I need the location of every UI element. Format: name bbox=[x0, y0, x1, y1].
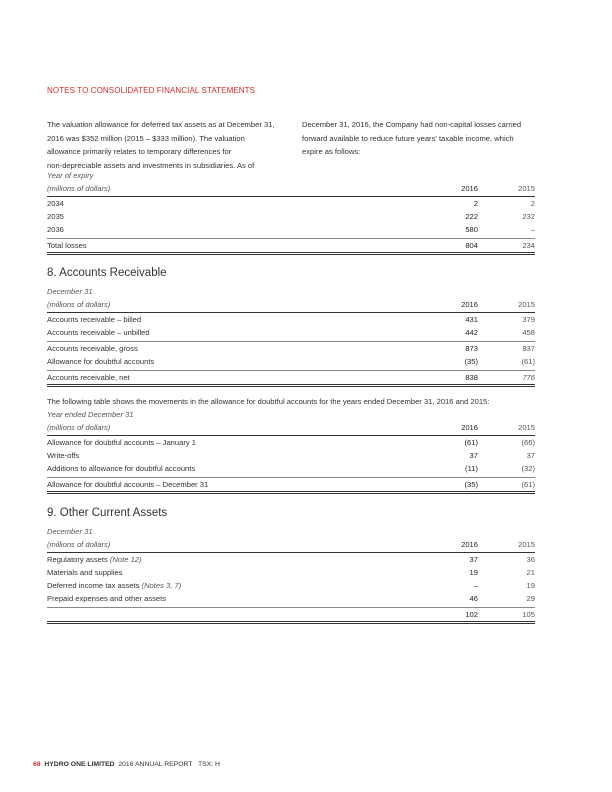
row-value-2015: 234 bbox=[522, 241, 535, 250]
table-row bbox=[47, 210, 535, 223]
total-row bbox=[47, 371, 535, 384]
row-value-2016: 580 bbox=[465, 225, 478, 234]
row-value-2015: 37 bbox=[526, 451, 535, 460]
row-value-2016: 442 bbox=[465, 328, 478, 337]
ticker: TSX: H bbox=[197, 761, 220, 768]
col-2015: 2015 bbox=[518, 300, 535, 309]
col-2015: 2015 bbox=[518, 184, 535, 193]
col-2015: 2015 bbox=[518, 423, 535, 432]
row-value-2016: 46 bbox=[469, 594, 478, 603]
movement-paragraph: The following table shows the movements in the allowance for doubtful accounts for the years ended December 31, 2016 and 2015: bbox=[47, 397, 490, 406]
row-label: Allowance for doubtful accounts – January 1 bbox=[47, 438, 197, 447]
company-name: HYDRO ONE LIMITED bbox=[44, 761, 115, 768]
intro-right bbox=[302, 118, 542, 159]
row-value-2016: 804 bbox=[465, 241, 478, 250]
intro-left bbox=[47, 118, 287, 172]
row-value-2016: (11) bbox=[465, 464, 478, 473]
row-value-2015: (61) bbox=[521, 357, 535, 366]
table-caption: Year ended December 31 bbox=[47, 410, 134, 419]
receivable-table bbox=[47, 285, 535, 387]
intro-left-line: non-depreciable assets and investments in subsidiaries. As of bbox=[47, 160, 255, 170]
row-label: Accounts receivable – billed bbox=[47, 315, 142, 324]
col-2016: 2016 bbox=[461, 300, 478, 309]
row-value-2016: 431 bbox=[465, 315, 478, 324]
row-label: 2035 bbox=[47, 212, 64, 221]
row-label bbox=[47, 553, 142, 566]
intro-left-line: allowance primarily relates to temporary differences for bbox=[47, 147, 232, 156]
row-value-2016: – bbox=[473, 581, 478, 590]
intro-left-line: 2016 was $352 million (2015 – $333 million). The valuation bbox=[47, 133, 245, 143]
table-caption: December 31 bbox=[47, 527, 93, 536]
row-value-2015: – bbox=[530, 225, 535, 234]
row-value-2015: 458 bbox=[522, 328, 535, 337]
row-label: Total losses bbox=[47, 241, 87, 250]
row-label: Accounts receivable – unbilled bbox=[47, 328, 150, 337]
col-2016: 2016 bbox=[461, 184, 478, 193]
page-footer bbox=[33, 761, 220, 768]
col-2015: 2015 bbox=[518, 540, 535, 549]
row-value-2016: 873 bbox=[465, 344, 478, 353]
table-row bbox=[47, 355, 535, 368]
row-label: Prepaid expenses and other assets bbox=[47, 594, 167, 603]
report-name: 2016 ANNUAL REPORT bbox=[118, 761, 193, 768]
row-label: Allowance for doubtful accounts – December 31 bbox=[47, 480, 209, 489]
total-row bbox=[47, 478, 535, 491]
intro-right-line: forward available to reduce future years' taxable income, which bbox=[302, 133, 514, 143]
table-caption: December 31 bbox=[47, 287, 93, 296]
row-label: Write-offs bbox=[47, 451, 80, 460]
table-row bbox=[47, 462, 535, 475]
row-value-2016: 838 bbox=[465, 373, 478, 382]
total-row bbox=[47, 608, 535, 621]
row-value-2015: 232 bbox=[522, 212, 535, 221]
table-row bbox=[47, 223, 535, 236]
table-row bbox=[47, 579, 535, 592]
row-label: Accounts receivable, gross bbox=[47, 344, 138, 353]
units-label: (millions of dollars) bbox=[47, 540, 111, 549]
row-label: Materials and supplies bbox=[47, 568, 123, 577]
table-header bbox=[47, 182, 535, 195]
row-label: 2036 bbox=[47, 225, 64, 234]
row-value-2015: 21 bbox=[526, 568, 535, 577]
row-value-2016: 222 bbox=[465, 212, 478, 221]
row-value-2016: 2 bbox=[473, 199, 478, 208]
row-label: Additions to allowance for doubtful accounts bbox=[47, 464, 196, 473]
row-value-2016: (61) bbox=[464, 438, 478, 447]
row-value-2016: 102 bbox=[465, 610, 478, 619]
table-row bbox=[47, 553, 535, 566]
row-label: Accounts receivable, net bbox=[47, 373, 130, 382]
page-number: 68 bbox=[33, 761, 41, 768]
note-reference: (Note 12) bbox=[109, 555, 142, 564]
allowance-movement-table bbox=[47, 408, 535, 494]
row-value-2015: 379 bbox=[522, 315, 535, 324]
units-label: (millions of dollars) bbox=[47, 423, 111, 432]
intro-right-line: expire as follows: bbox=[302, 147, 361, 156]
section-8-title: 8. Accounts Receivable bbox=[47, 267, 167, 279]
col-2016: 2016 bbox=[461, 423, 478, 432]
row-value-2016: 37 bbox=[469, 451, 478, 460]
intro-left-line: The valuation allowance for deferred tax assets as at December 31, bbox=[47, 120, 275, 129]
table-row bbox=[47, 566, 535, 579]
row-value-2015: 2 bbox=[530, 199, 535, 208]
section-9-title: 9. Other Current Assets bbox=[47, 507, 168, 519]
intro-right-line: December 31, 2016, the Company had non-capital losses carried bbox=[302, 120, 522, 129]
row-label: 2034 bbox=[47, 199, 64, 208]
row-label: Allowance for doubtful accounts bbox=[47, 357, 155, 366]
row-value-2015: 105 bbox=[522, 610, 535, 619]
table-caption: Year of expiry bbox=[47, 171, 94, 180]
col-2016: 2016 bbox=[461, 540, 478, 549]
row-value-2015: 29 bbox=[526, 594, 535, 603]
table-header bbox=[47, 538, 535, 551]
other-current-assets-table bbox=[47, 525, 535, 624]
row-value-2015: (61) bbox=[521, 480, 535, 489]
table-row bbox=[47, 313, 535, 326]
row-value-2016: (35) bbox=[464, 357, 478, 366]
table-header bbox=[47, 421, 535, 434]
row-value-2015: 776 bbox=[522, 373, 535, 382]
note-reference: (Notes 3, 7) bbox=[141, 581, 182, 590]
row-value-2016: (35) bbox=[464, 480, 478, 489]
row-label-text: Regulatory assets bbox=[47, 555, 110, 564]
units-label: (millions of dollars) bbox=[47, 300, 111, 309]
table-row bbox=[47, 436, 535, 449]
row-value-2016: 37 bbox=[469, 555, 478, 564]
page-header: NOTES TO CONSOLIDATED FINANCIAL STATEMENTS bbox=[47, 86, 256, 95]
units-label: (millions of dollars) bbox=[47, 184, 111, 193]
row-value-2015: (32) bbox=[521, 464, 535, 473]
expiry-table bbox=[47, 169, 535, 255]
row-value-2015: (66) bbox=[521, 438, 535, 447]
row-value-2015: 19 bbox=[526, 581, 535, 590]
table-row bbox=[47, 592, 535, 605]
total-row bbox=[47, 239, 535, 252]
table-row bbox=[47, 342, 535, 355]
table-row bbox=[47, 197, 535, 210]
table-header bbox=[47, 298, 535, 311]
table-row bbox=[47, 326, 535, 339]
row-value-2016: 19 bbox=[469, 568, 478, 577]
row-label bbox=[47, 579, 181, 592]
table-row bbox=[47, 449, 535, 462]
row-value-2015: 36 bbox=[526, 555, 535, 564]
row-value-2015: 837 bbox=[522, 344, 535, 353]
row-label-text: Deferred income tax assets bbox=[47, 581, 142, 590]
